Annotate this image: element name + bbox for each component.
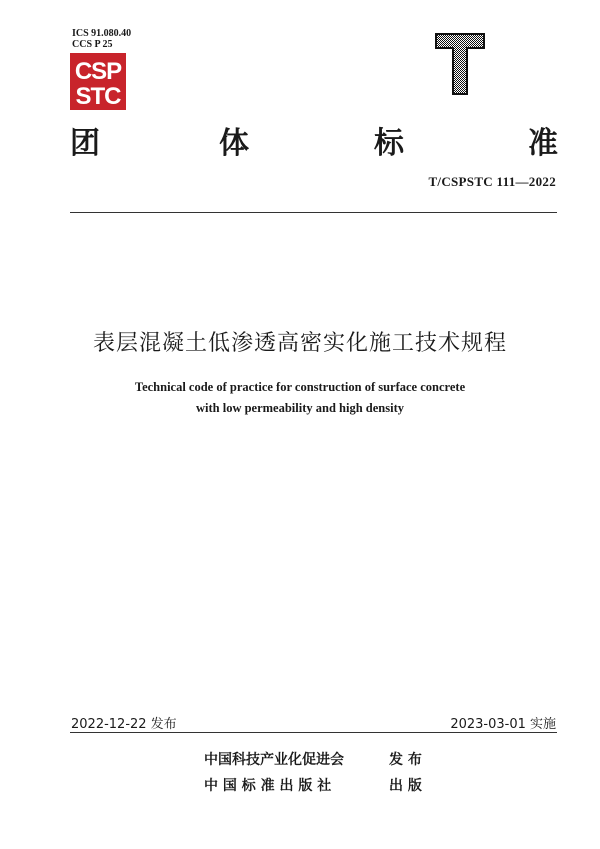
standard-number: T/CSPSTC 111—2022 bbox=[428, 174, 556, 189]
press-action: 出 版 bbox=[389, 778, 422, 794]
standard-category-letter bbox=[434, 32, 486, 96]
implementation-date: 2023-03-01 实施 bbox=[450, 717, 556, 732]
publisher-action: 发 布 bbox=[389, 752, 422, 768]
standard-type-char: 团 bbox=[70, 126, 100, 161]
classification-codes bbox=[72, 28, 131, 50]
footer-divider bbox=[70, 732, 557, 733]
standard-type-char: 体 bbox=[219, 126, 249, 161]
ccs-code: CCS P 25 bbox=[72, 39, 113, 50]
header-divider bbox=[70, 212, 557, 213]
logo-text-bottom: STC bbox=[75, 83, 121, 110]
standard-type-char: 标 bbox=[374, 126, 404, 161]
standard-type-char: 准 bbox=[528, 126, 558, 161]
title-english-line-1: Technical code of practice for construction of surface concrete bbox=[134, 380, 466, 394]
issue-date: 2022-12-22 发布 bbox=[71, 717, 177, 732]
logo-text-top: CSP bbox=[74, 58, 122, 85]
press-name: 中 国 标 准 出 版 社 bbox=[204, 778, 332, 794]
publisher-name: 中国科技产业化促进会 bbox=[204, 752, 344, 768]
title-english-line-2: with low permeability and high density bbox=[195, 401, 404, 415]
standard-type-heading bbox=[70, 118, 560, 161]
cspstc-logo bbox=[70, 53, 126, 110]
ics-code: ICS 91.080.40 bbox=[72, 28, 132, 39]
title-chinese: 表层混凝土低渗透高密实化施工技术规程 bbox=[92, 331, 507, 356]
